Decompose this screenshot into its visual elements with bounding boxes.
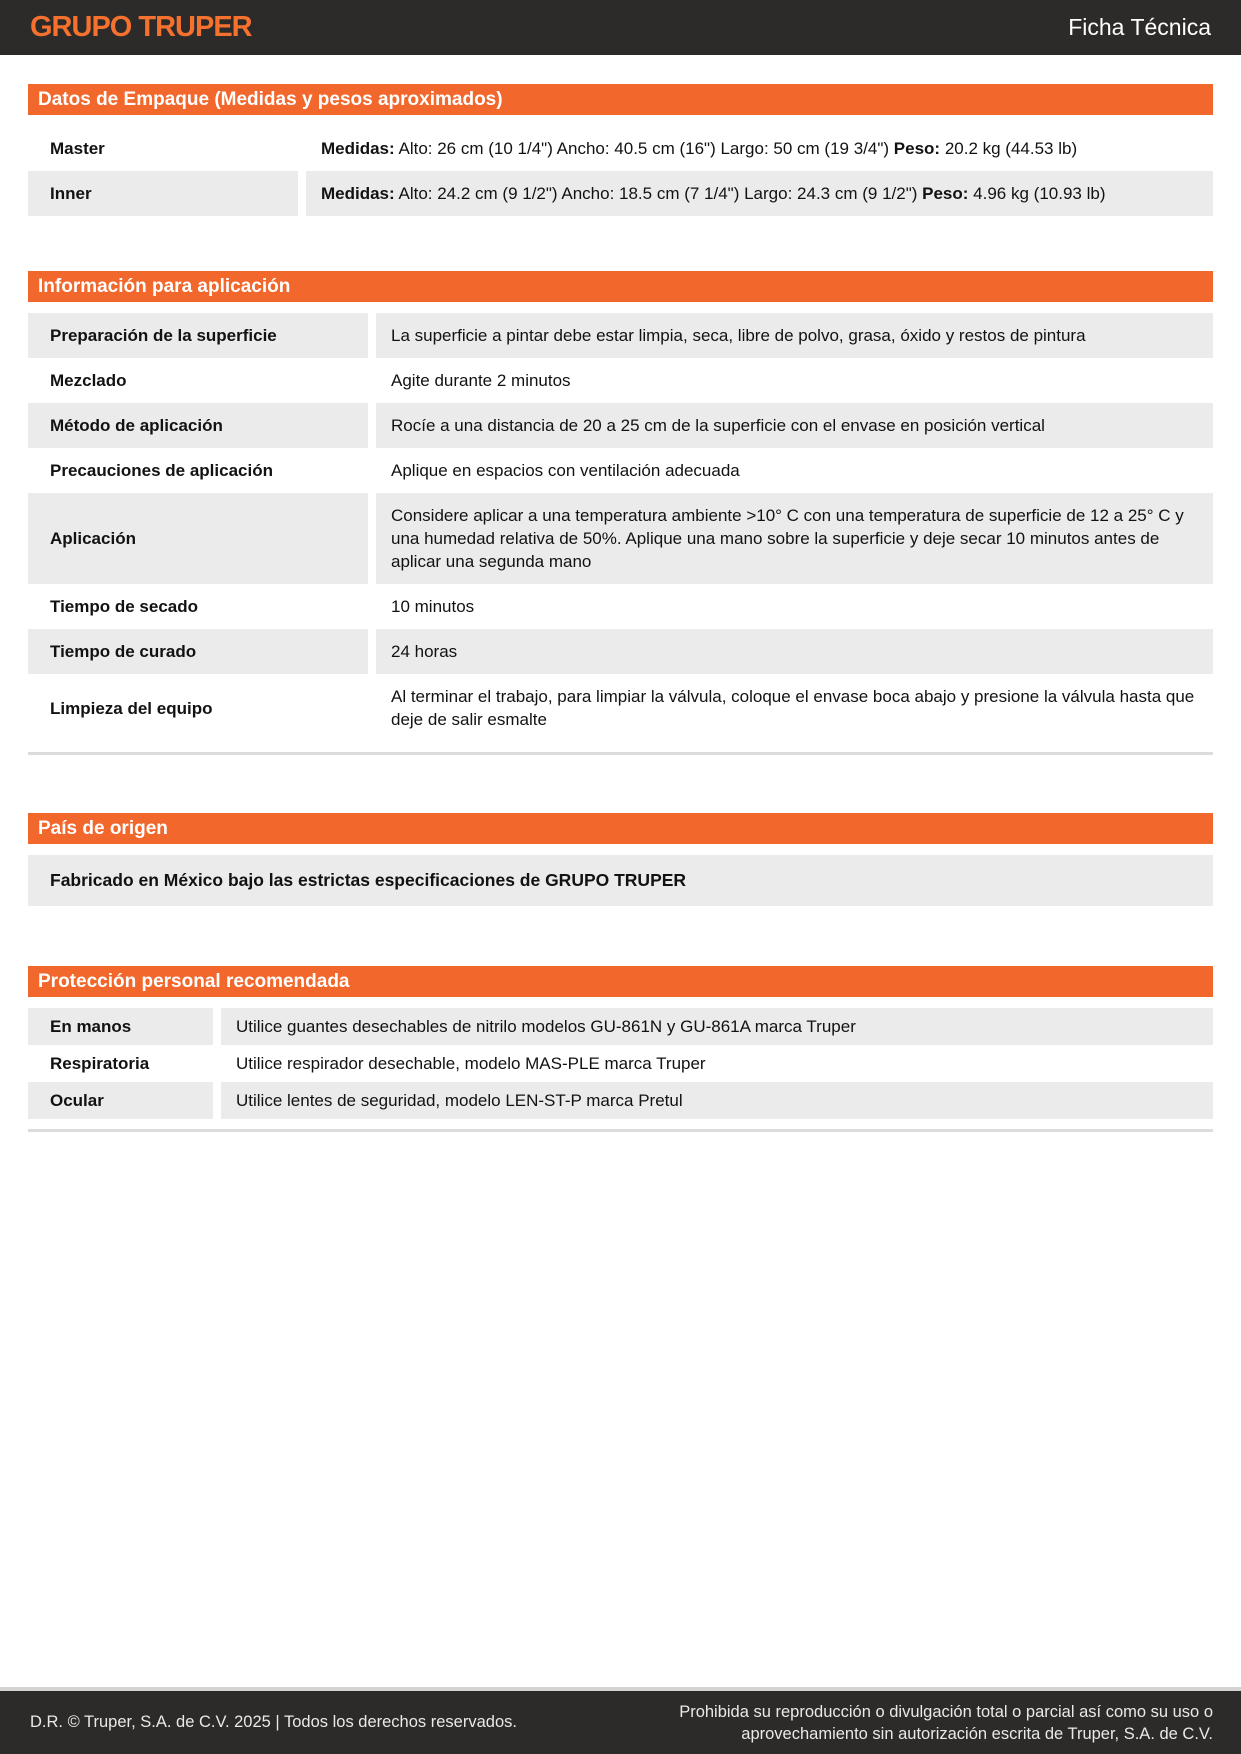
table-row-tiempo-secado	[28, 584, 1213, 629]
table-row-metodo-aplicacion	[28, 403, 1213, 448]
row-label: En manos	[28, 1008, 221, 1045]
peso-label: Peso:	[893, 139, 941, 158]
row-label: Preparación de la superficie	[28, 313, 376, 358]
table-row-preparacion	[28, 313, 1213, 358]
section-title-proteccion-personal: Protección personal recomendada	[28, 966, 1213, 997]
row-value-text: Utilice respirador desechable, modelo MAS-PLE marca Truper	[236, 1054, 706, 1073]
section-title-informacion-aplicacion: Información para aplicación	[28, 271, 1213, 302]
row-value	[221, 1008, 1213, 1045]
row-value-text: Utilice lentes de seguridad, modelo LEN-ST-P marca Pretul	[236, 1091, 683, 1110]
table-row-aplicacion	[28, 493, 1213, 584]
row-value	[376, 358, 1213, 403]
row-value	[221, 1045, 1213, 1082]
row-label: Ocular	[28, 1082, 221, 1119]
medidas-label: Medidas:	[321, 139, 395, 158]
row-value-text: Rocíe a una distancia de 20 a 25 cm de la superficie con el envase en posición vertical	[391, 416, 1045, 435]
medidas-text: Alto: 26 cm (10 1/4") Ancho: 40.5 cm (16") Largo: 50 cm (19 3/4")	[398, 139, 890, 158]
table-row-mezclado	[28, 358, 1213, 403]
row-label: Aplicación	[28, 493, 376, 584]
row-label: Master	[28, 126, 306, 171]
row-label: Método de aplicación	[28, 403, 376, 448]
row-value	[376, 629, 1213, 674]
row-label: Tiempo de curado	[28, 629, 376, 674]
peso-text: 4.96 kg (10.93 lb)	[973, 184, 1106, 203]
footer-copyright: D.R. © Truper, S.A. de C.V. 2025 | Todos los derechos reservados.	[30, 1713, 517, 1731]
table-row-inner	[28, 171, 1213, 216]
row-value	[376, 313, 1213, 358]
row-value-text: Considere aplicar a una temperatura ambiente >10° C con una temperatura de superficie de 12 a 25° C y una humedad relativa de 50%. Aplique una mano sobre la superficie y deje secar 10 minutos antes de aplicar una segunda mano	[391, 506, 1184, 571]
row-label: Respiratoria	[28, 1045, 221, 1082]
top-bar	[0, 0, 1241, 55]
row-label: Limpieza del equipo	[28, 674, 376, 742]
footer-legal-notice: Prohibida su reproducción o divulgación total o parcial así como su uso o aprovechamiento sin autorización escrita de Truper, S.A. de C.V.	[679, 1702, 1213, 1743]
row-value-text	[321, 137, 1077, 160]
row-label: Precauciones de aplicación	[28, 448, 376, 493]
table-row-ocular	[28, 1082, 1213, 1119]
origin-statement: Fabricado en México bajo las estrictas especificaciones de GRUPO TRUPER	[28, 855, 1213, 906]
proteccion-table	[28, 1008, 1213, 1119]
row-label: Inner	[28, 171, 306, 216]
row-label: Tiempo de secado	[28, 584, 376, 629]
section-divider	[28, 1129, 1213, 1132]
row-value-text: Al terminar el trabajo, para limpiar la válvula, coloque el envase boca abajo y presione la válvula hasta que deje de salir esmalte	[391, 687, 1195, 729]
section-divider	[28, 752, 1213, 755]
row-value	[376, 493, 1213, 584]
row-value-text: La superficie a pintar debe estar limpia, seca, libre de polvo, grasa, óxido y restos de pintura	[391, 326, 1086, 345]
document-type-title: Ficha Técnica	[1068, 14, 1211, 40]
section-title-datos-empaque: Datos de Empaque (Medidas y pesos aproximados)	[28, 84, 1213, 115]
section-informacion-aplicacion	[28, 271, 1213, 755]
table-row-tiempo-curado	[28, 629, 1213, 674]
section-proteccion-personal	[28, 966, 1213, 1132]
table-row-en-manos	[28, 1008, 1213, 1045]
row-value-text	[321, 182, 1105, 205]
medidas-text: Alto: 24.2 cm (9 1/2") Ancho: 18.5 cm (7 1/4") Largo: 24.3 cm (9 1/2")	[398, 184, 918, 203]
row-value	[376, 584, 1213, 629]
document-body	[28, 84, 1213, 1132]
row-value	[376, 448, 1213, 493]
grupo-truper-logo: GRUPO TRUPER	[30, 11, 252, 43]
row-value-text: Agite durante 2 minutos	[391, 371, 571, 390]
aplicacion-table	[28, 313, 1213, 742]
table-row-master	[28, 126, 1213, 171]
row-value	[306, 126, 1213, 171]
row-value	[376, 403, 1213, 448]
section-datos-empaque	[28, 84, 1213, 216]
table-row-limpieza-equipo	[28, 674, 1213, 742]
row-value	[376, 674, 1213, 742]
row-value-text: Utilice guantes desechables de nitrilo modelos GU-861N y GU-861A marca Truper	[236, 1017, 856, 1036]
row-value-text: 10 minutos	[391, 597, 475, 616]
table-row-precauciones	[28, 448, 1213, 493]
row-value	[306, 171, 1213, 216]
empaque-table	[28, 126, 1213, 216]
row-value-text: 24 horas	[391, 642, 458, 661]
row-value	[221, 1082, 1213, 1119]
row-value-text: Aplique en espacios con ventilación adecuada	[391, 461, 740, 480]
medidas-label: Medidas:	[321, 184, 395, 203]
table-row-respiratoria	[28, 1045, 1213, 1082]
peso-text: 20.2 kg (44.53 lb)	[944, 139, 1078, 158]
footer-bar	[0, 1687, 1241, 1754]
row-label: Mezclado	[28, 358, 376, 403]
section-title-pais-origen: País de origen	[28, 813, 1213, 844]
peso-label: Peso:	[922, 184, 969, 203]
section-pais-origen	[28, 813, 1213, 906]
